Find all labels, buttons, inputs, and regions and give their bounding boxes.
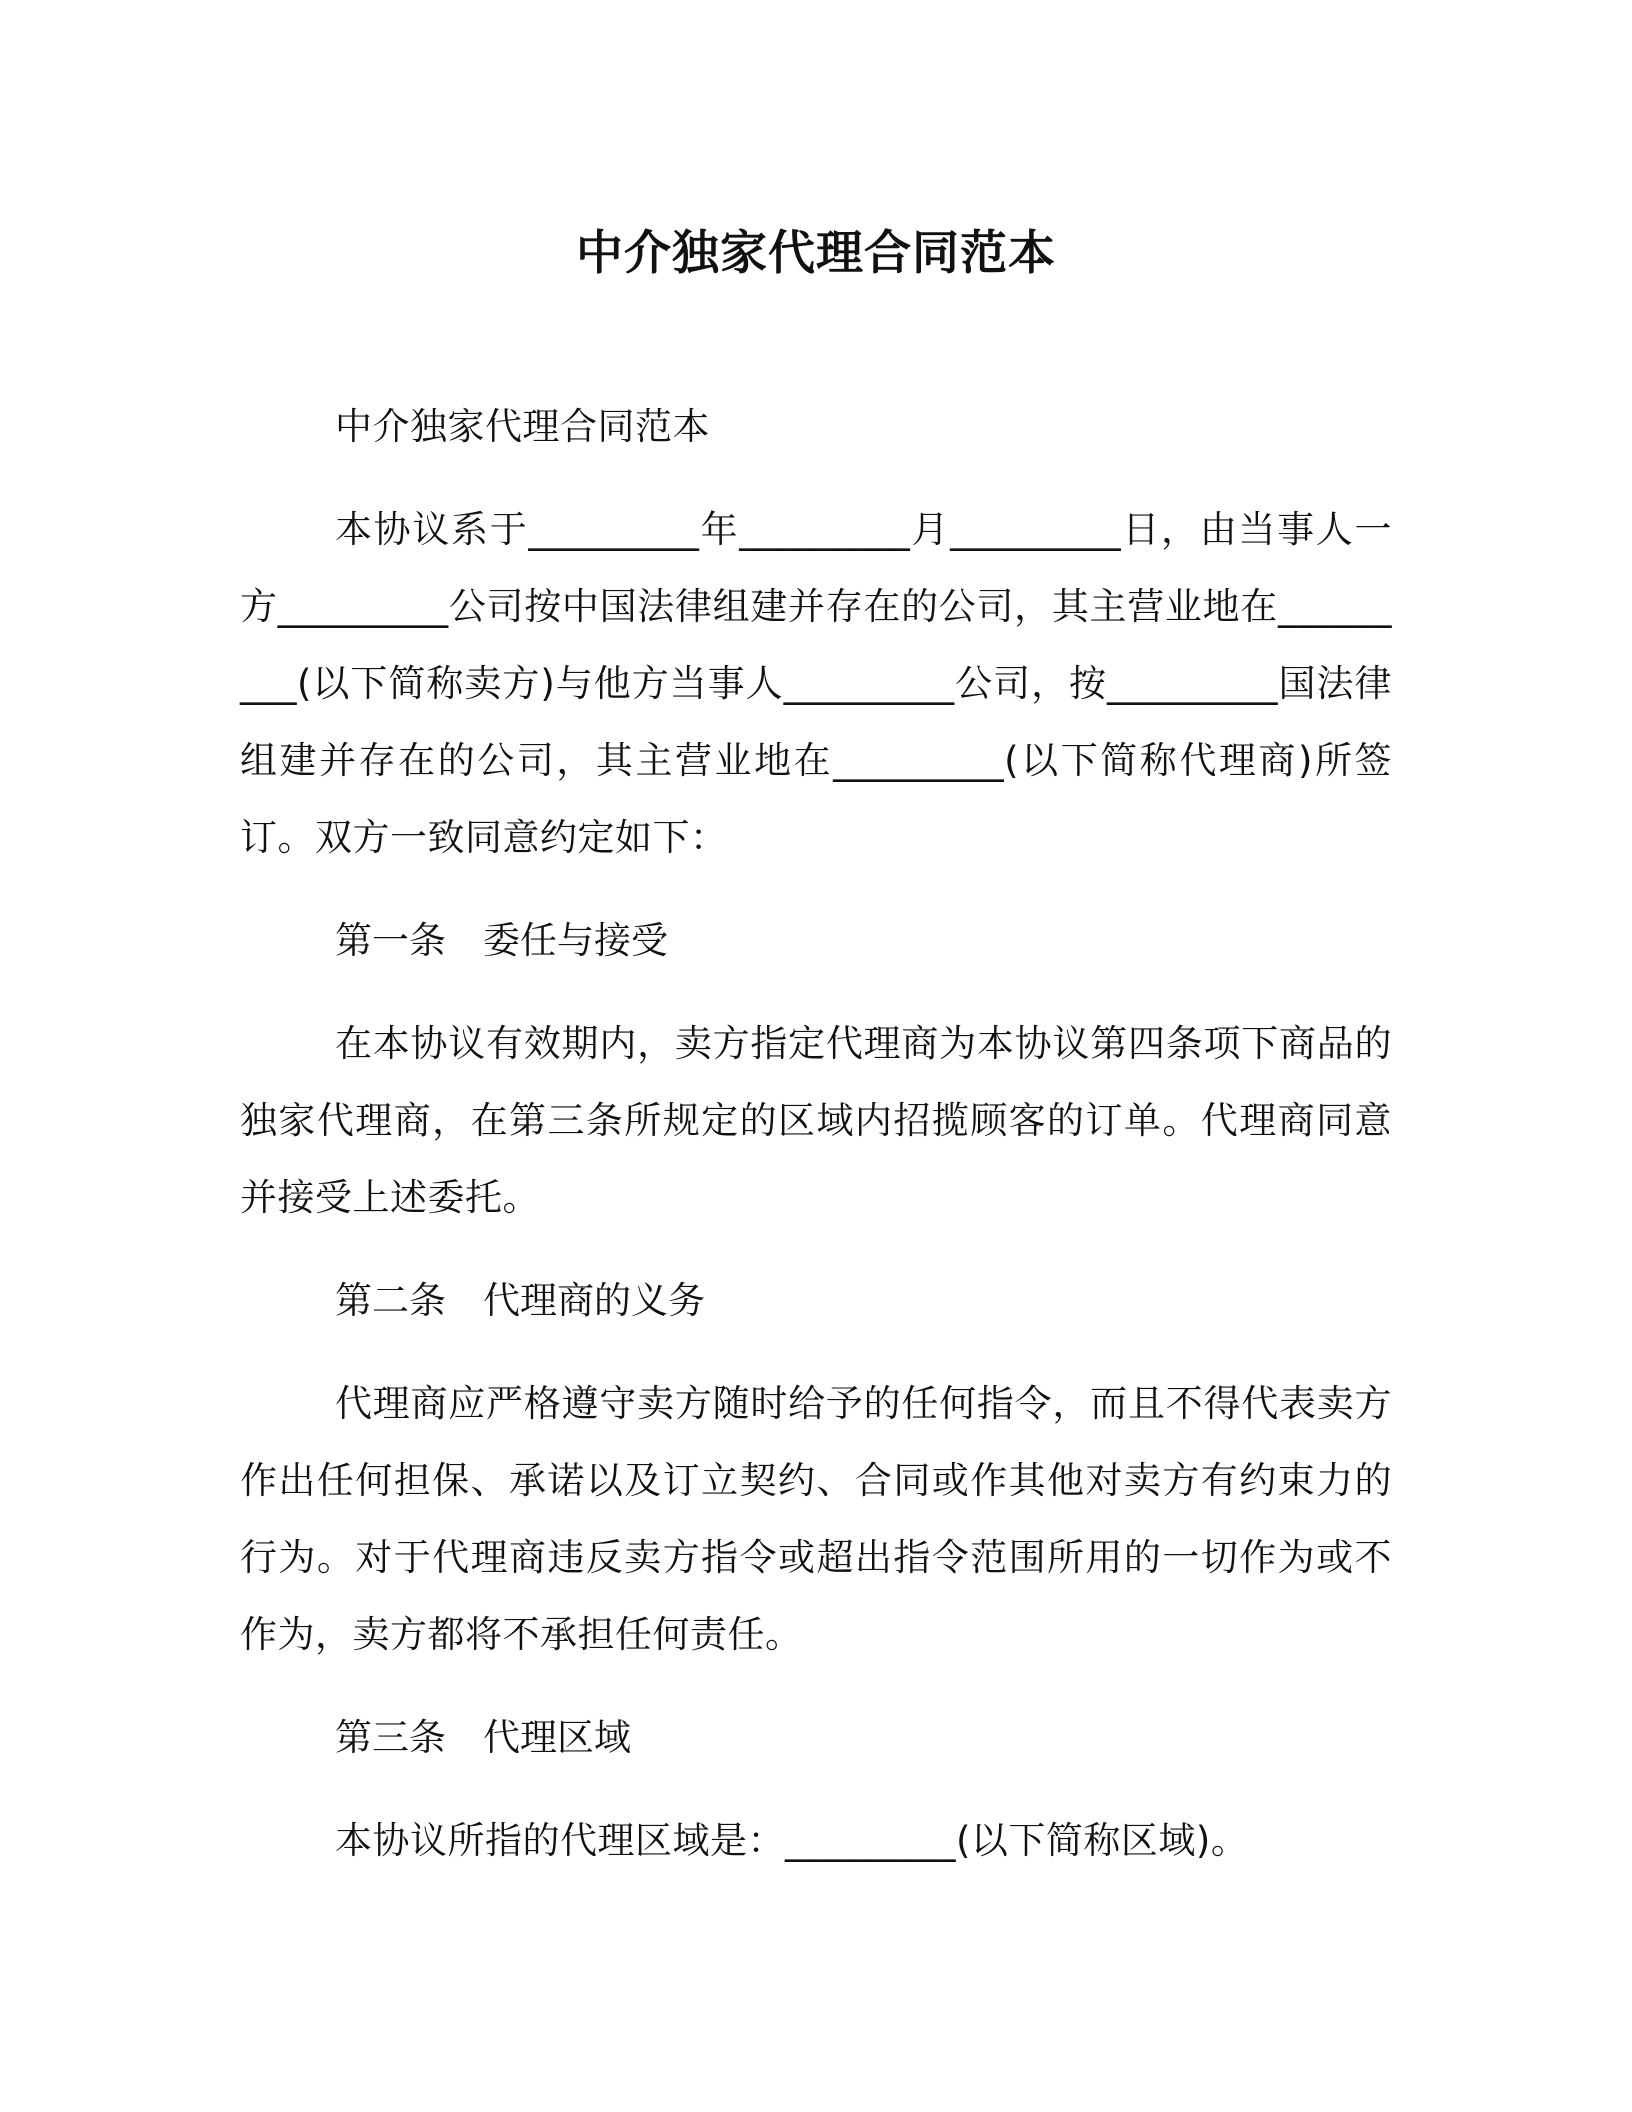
intro-paragraph: 本协议系于_________年_________月_________日，由当事人一方_________公司按中国法律组建并存在的公司，其主营业地在_________(以下简称卖方)与他方当事人_________公司，按_________国法律组建并存在的公司，其主营业地在_________(以下简称代理商)所签订。双方一致同意约定如下： (240, 508, 1392, 859)
article-2-text: 代理商应严格遵守卖方随时给予的任何指令，而且不得代表卖方作出任何担保、承诺以及订立契约、合同或作其他对卖方有约束力的行为。对于代理商违反卖方指令或超出指令范围所用的一切作为或不作为，卖方都将不承担任何责任。 (240, 1382, 1392, 1656)
article-3-text: 本协议所指的代理区域是：_________(以下简称区域)。 (335, 1819, 1249, 1862)
article-1-heading: 第一条 委任与接受 (335, 919, 668, 962)
document-subtitle: 中介独家代理合同范本 (335, 405, 710, 448)
document-title: 中介独家代理合同范本 (576, 226, 1056, 281)
article-1-text: 在本协议有效期内，卖方指定代理商为本协议第四条项下商品的独家代理商，在第三条所规定的区域内招揽顾客的订单。代理商同意并接受上述委托。 (240, 1022, 1392, 1219)
article-2-heading: 第二条 代理商的义务 (335, 1279, 705, 1322)
document-body (240, 388, 1392, 1905)
article-3-heading: 第三条 代理区域 (335, 1716, 631, 1759)
